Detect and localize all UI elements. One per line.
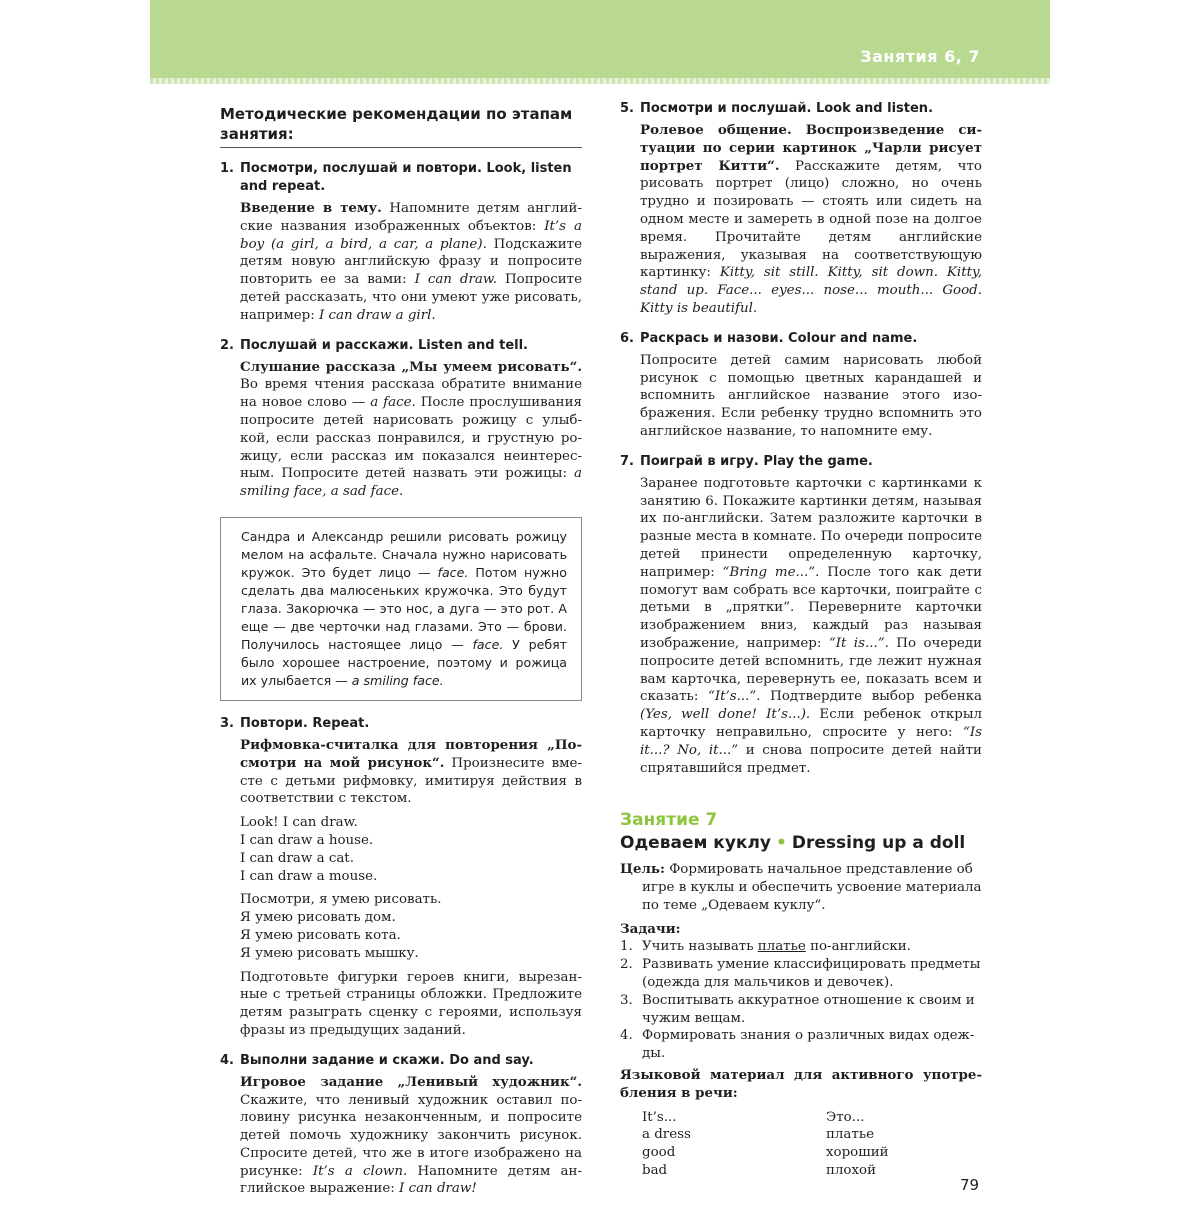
step-3 xyxy=(220,715,582,1046)
step-1 xyxy=(220,160,582,331)
step-text-2: Подготовьте фигурки героев книги, вырезанные с третьей страницы обложки. Предложите детям разыграть сценку с героями, используя фразы из предыдущих заданий. xyxy=(240,969,582,1038)
step-number: 6. xyxy=(620,330,634,346)
vocab-en: It’s... xyxy=(642,1109,677,1125)
step-title: Посмотри, послушай и повтори. Look, listen and repeat. xyxy=(240,161,572,194)
step-text: Слушание рассказа „Мы умеем рисовать“. Во время чтения рассказа обратите внимание на новое слово — a face. После прослушивания попросите детей нарисовать рожицу с улыбкой, если рассказ понравился, и грустную рожицу, если рассказ им показался неинтересным. Попросите детей назвать эти рожицы: a smiling face, a sad face. xyxy=(240,358,582,500)
lesson-title: Одеваем куклу • Dressing up a doll xyxy=(620,833,966,854)
vocab-table xyxy=(642,1109,982,1180)
step-text: Ролевое общение. Воспроизведение ситуации по серии картинок „Чарли рисует портрет Китти“. Расскажите детям, что рисовать портрет (лицо) сложно, но очень трудно и позировать — стоять или сидеть на одном месте и замереть в одной позе на долгое время. Прочитайте детям английские выражения, указывая на соответствующую картинку: Kitty, sit still. Kitty, sit down. Kitty, stand up. Face... eyes... nose... mouth... Good. Kitty is beautiful. xyxy=(640,122,982,316)
step-number: 1. xyxy=(220,161,234,176)
step-2 xyxy=(220,337,582,507)
vocab-ru: Это... xyxy=(826,1109,865,1125)
step-text: Попросите детей самим нарисовать любой рисунок с помощью цветных карандашей и вспомнить английское название этого изображения. Если ребенку трудно вспомнить это английское название, то напомните ему. xyxy=(640,352,982,439)
step-text: Введение в тему. Напомните детям английские названия изображенных объектов: It’s a boy (a girl, a bird, a car, a plane). Подскажите детям новую английскую фразу и попросите повторить ее за вами: I can draw. Попросите детей рассказать, что они умеют уже рисовать, например: I can draw a girl. xyxy=(240,200,583,323)
step-number: 5. xyxy=(620,101,634,116)
page-number: 79 xyxy=(960,1176,980,1194)
step-title: Посмотри и послушай. Look and listen. xyxy=(640,101,934,116)
header-band xyxy=(150,0,1050,78)
tasks-list xyxy=(620,938,982,1063)
step-title: Раскрась и назови. Colour and name. xyxy=(640,330,918,346)
vocab-ru: платье xyxy=(826,1127,875,1143)
step-number: 2. xyxy=(220,337,234,353)
step-4 xyxy=(220,1052,582,1205)
step-title: Выполни задание и скажи. Do and say. xyxy=(240,1052,534,1068)
step-number: 4. xyxy=(220,1052,234,1068)
step-text: Заранее подготовьте карточки с картинками к занятию 6. Покажите картинки детям, называя их по-английски. Затем разложите карточки в разные места в комнате. По очереди попросите детей принести определенную карточку, например: “Bring me...”. После того как дети помогут вам собрать все карточки, поиграйте с детьми в „прятки“. Переверните карточки изображением вниз, каждый раз называя изображение, например: “It is...”. По очереди попросите детей вспомнить, где лежит нужная вам карточка, перевернуть ее, показать всем и сказать: “It’s...”. Подтвердите выбор ребенка (Yes, well done! It’s...). Если ребенок открыл карточку неправильно, спросите у него: “Is it...? No, it...” и снова попросите детей найти спрятавшийся предмет. xyxy=(640,475,982,776)
list-item: 2. Развивать умение классифицировать предметы (одежда для мальчиков и девочек). xyxy=(620,957,981,991)
step-number: 3. xyxy=(220,715,234,731)
poem-russian: Посмотри, я умею рисовать. Я умею рисовать дом. Я умею рисовать кота. Я умею рисовать мышку. xyxy=(240,892,442,961)
list-item: 3. Воспитывать аккуратное отношение к своим и чужим вещам. xyxy=(620,992,975,1026)
step-text: Игровое задание „Ленивый художник“. Скажите, что ленивый художник оставил половину рисунка незаконченным, и попросите детей помочь художнику закончить рисунок. Спросите детей, что же в итоге изображено на рисунке: It’s a clown. Напомните детям английское выражение: I can draw! xyxy=(240,1073,582,1197)
step-title: Послушай и расскажи. Listen and tell. xyxy=(240,337,528,353)
bullet-dot: • xyxy=(775,833,787,854)
header-title: Занятия 6, 7 xyxy=(860,47,980,66)
step-title: Повтори. Repeat. xyxy=(240,715,370,731)
step-number: 7. xyxy=(620,453,634,469)
language-material-label: Языковой материал для активного употребления в речи: xyxy=(620,1067,982,1101)
lesson-number: Занятие 7 xyxy=(620,810,718,831)
list-item: 1. Учить называть платье по-английски. xyxy=(620,939,911,955)
step-7 xyxy=(620,453,982,784)
step-text: Рифмовка-считалка для повторения „Посмотри на мой рисунок“. Произнесите вместе с детьми рифмовку, имитируя действия в соответствии с текстом. xyxy=(240,736,582,807)
vocab-ru: хороший xyxy=(826,1145,889,1161)
vocab-en: bad xyxy=(642,1163,668,1179)
vocab-en: a dress xyxy=(642,1127,691,1143)
poem-english: Look! I can draw. I can draw a house. I can draw a cat. I can draw a mouse. xyxy=(240,815,378,884)
step-5 xyxy=(620,100,982,324)
tasks-label: Задачи: xyxy=(620,920,681,937)
right-column xyxy=(620,100,982,1180)
story-box: Сандра и Александр решили рисовать рожицу мелом на асфальте. Сначала нужно нарисовать кружок. Это будет лицо — face. Потом нужно сделать два малюсеньких кружочка. Это будут глаза. Закорючка — это нос, а дуга — это рот. А еще — две черточки над глазами. Это — брови. Получилось настоящее лицо — face. У ребят было хорошее настроение, поэтому и рожица их улыбается — a smiling face. xyxy=(220,517,582,701)
left-column xyxy=(220,100,582,1210)
vocab-en: good xyxy=(642,1145,676,1161)
lesson-goal: Цель: Формировать начальное представление об игре в куклы и обеспечить усвоение материала по теме „Одеваем куклу“. xyxy=(620,861,982,913)
section-heading: Методические рекомендации по этапам занятия: xyxy=(220,104,582,148)
vocab-ru: плохой xyxy=(826,1163,877,1179)
list-item: 4. Формировать знания о различных видах одежды. xyxy=(620,1028,975,1062)
step-6 xyxy=(620,330,982,447)
step-title: Поиграй в игру. Play the game. xyxy=(640,453,873,469)
